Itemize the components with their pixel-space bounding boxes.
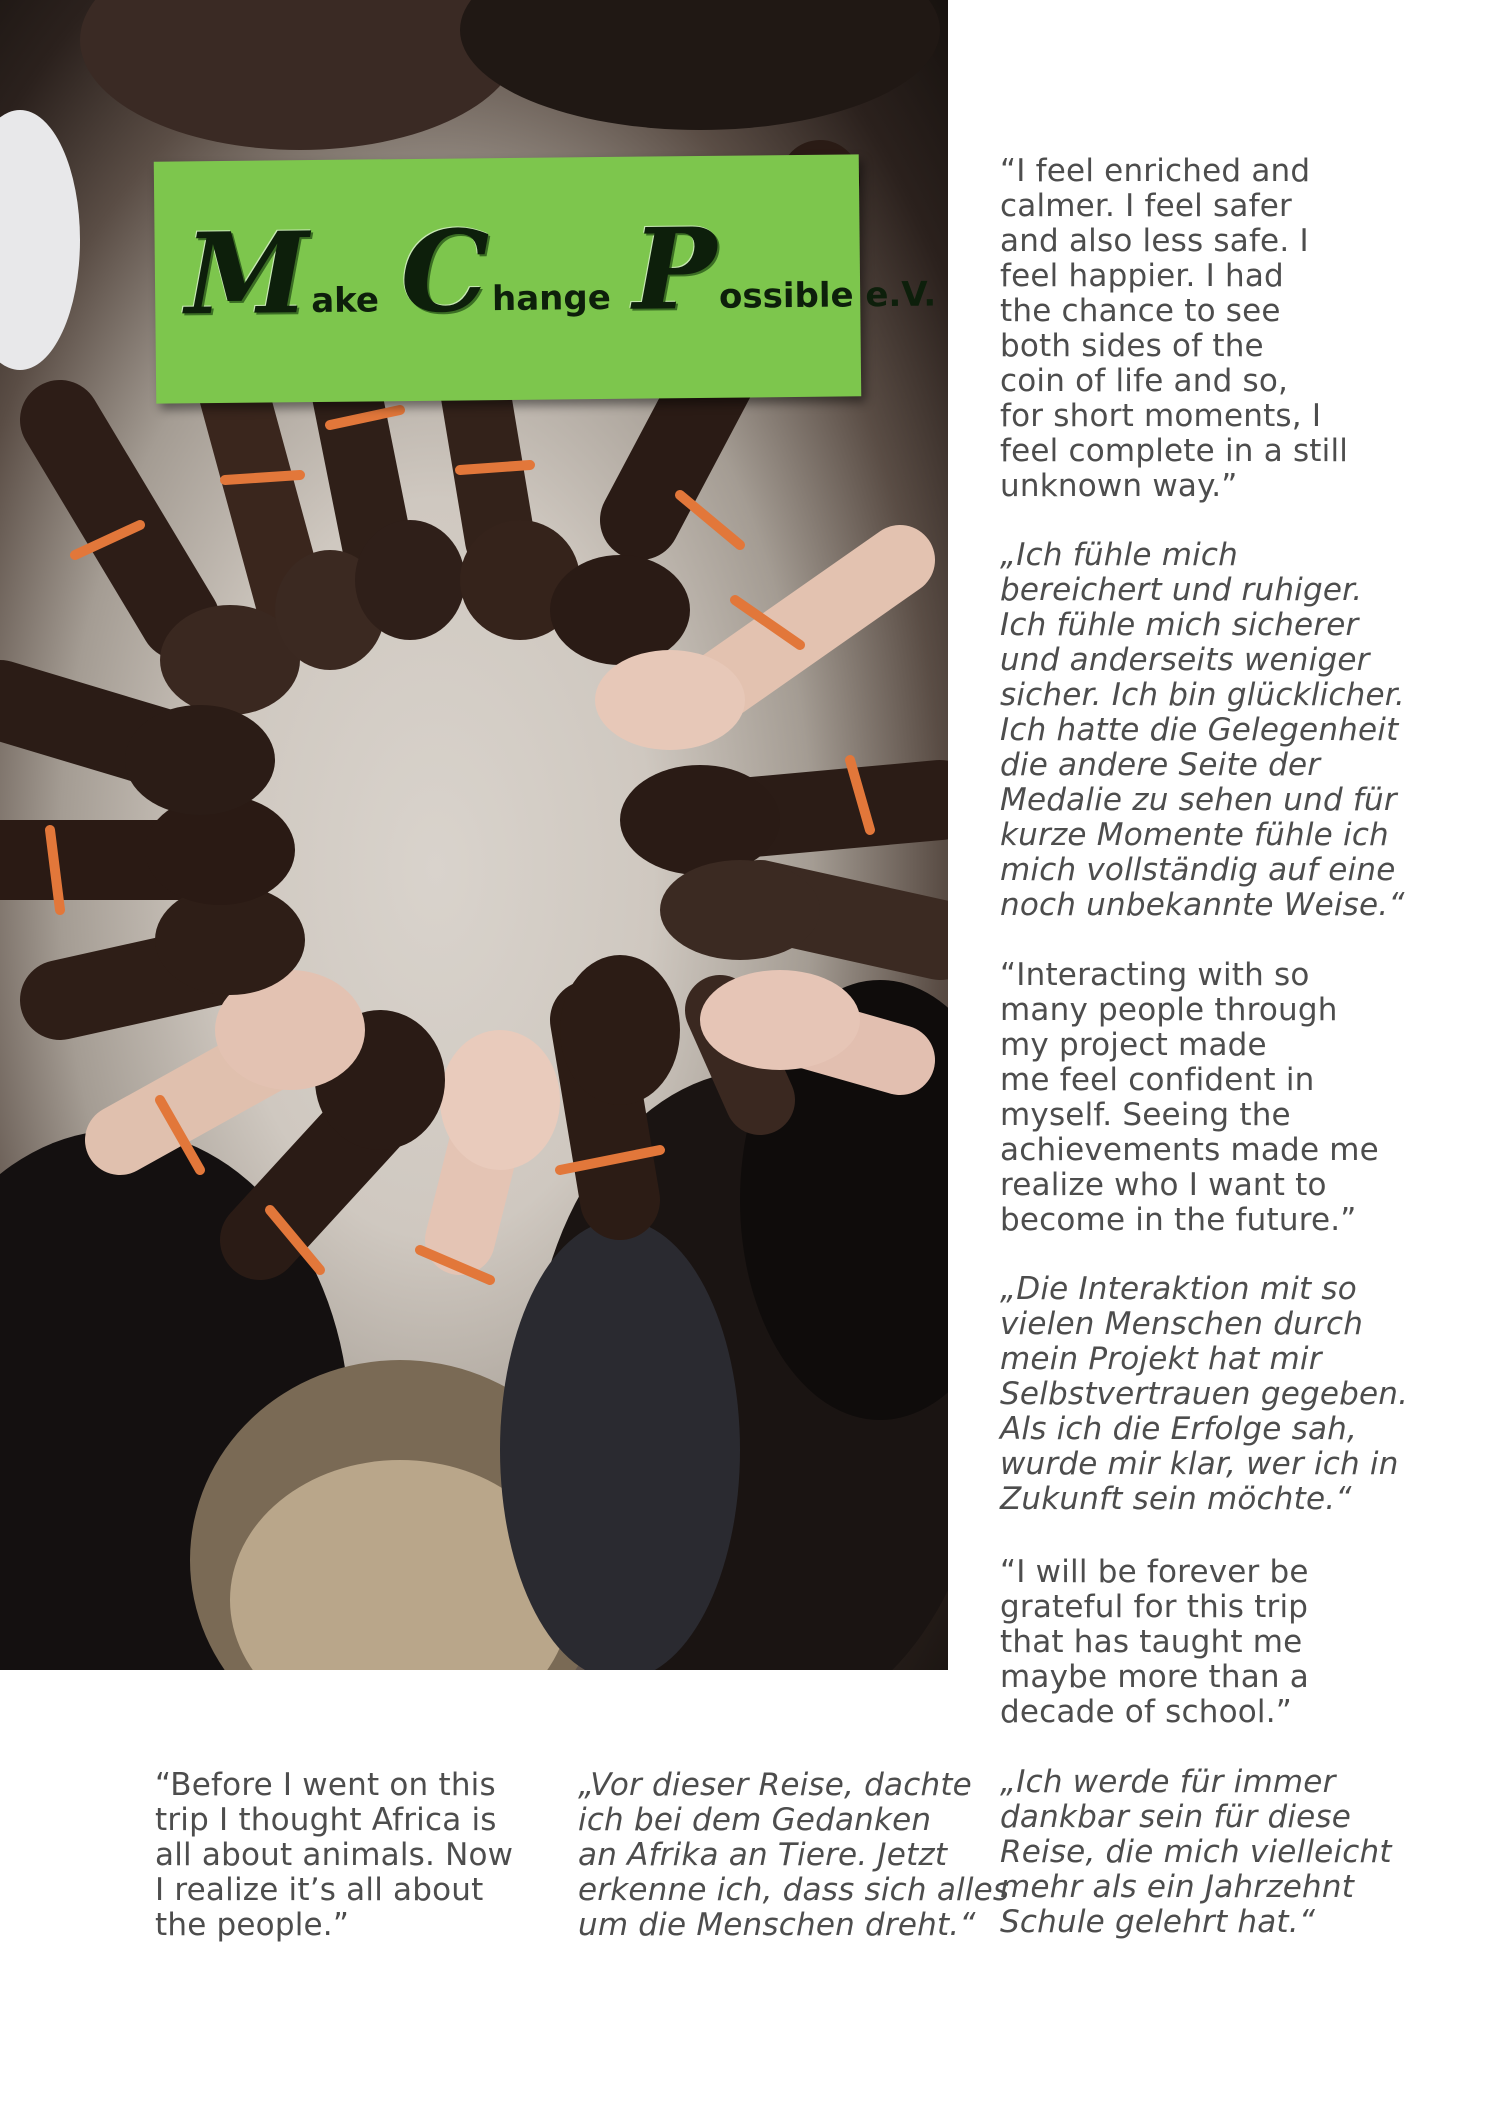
logo-word-make: ake xyxy=(310,280,380,322)
logo-letter-c: C xyxy=(399,206,491,339)
quote-interacting-english: “Interacting with so many people through my project made me feel confident in myself. Seeing the achievements made me realize who I want to become in the future.” xyxy=(1000,957,1379,1238)
quote-afrika-german: „Vor dieser Reise, dachte ich bei dem Gedanken an Afrika an Tiere. Jetzt erkenne ich, dass sich alles um die Menschen dreht.“ xyxy=(578,1767,1010,1943)
logo-letter-m: M xyxy=(184,208,310,341)
quote-grateful-english: “I will be forever be grateful for this trip that has taught me maybe more than a decade of school.” xyxy=(1000,1554,1309,1730)
organization-logo xyxy=(184,203,948,341)
logo-word-change: hange xyxy=(491,277,612,320)
quote-dankbar-german: „Ich werde für immer dankbar sein für diese Reise, die mich vielleicht mehr als ein Jahrzehnt Schule gelehrt hat.“ xyxy=(1000,1764,1392,1940)
logo-letter-p: P xyxy=(631,203,718,336)
logo-panel xyxy=(154,154,937,403)
quote-enriched-german: „Ich fühle mich bereichert und ruhiger. Ich fühle mich sicherer und anderseits weniger sicher. Ich bin glücklicher. Ich hatte die Gelegenheit die andere Seite der Medalie zu sehen und für kurze Momente fühle ich mich vollständig auf eine noch unbekannte Weise.“ xyxy=(1000,537,1405,923)
logo-word-possible: ossible e.V. xyxy=(718,274,937,317)
quote-interaktion-german: „Die Interaktion mit so vielen Menschen durch mein Projekt hat mir Selbstvertrauen gegeben. Als ich die Erfolge sah, wurde mir klar, wer ich in Zukunft sein möchte.“ xyxy=(1000,1271,1409,1517)
quote-africa-english: “Before I went on this trip I thought Africa is all about animals. Now I realize it’s all about the people.” xyxy=(155,1767,514,1943)
quote-enriched-english: “I feel enriched and calmer. I feel safer and also less safe. I feel happier. I had the chance to see both sides of the coin of life and so, for short moments, I feel complete in a still unknown way.” xyxy=(1000,153,1349,504)
